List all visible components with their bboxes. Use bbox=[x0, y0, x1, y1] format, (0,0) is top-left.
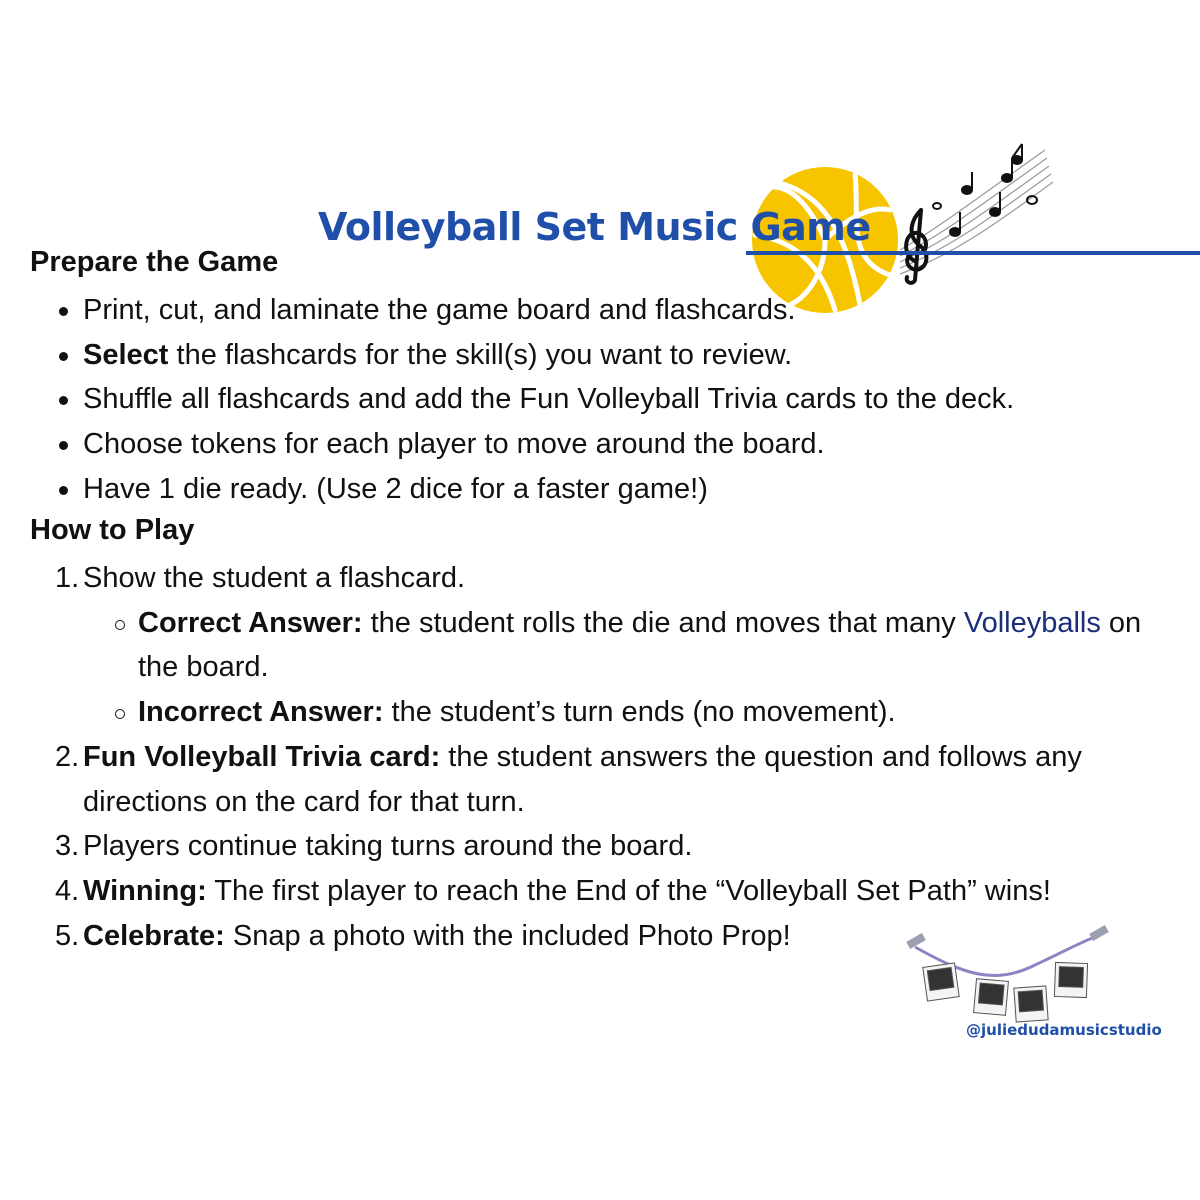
list-item: Choose tokens for each player to move around the board. bbox=[55, 422, 1175, 467]
prepare-list bbox=[55, 288, 1175, 512]
step-item: 5. Celebrate: Snap a photo with the included Photo Prop! bbox=[55, 919, 791, 952]
sub-item: Correct Answer: the student rolls the die and moves that many Volleyballs on the board. bbox=[83, 601, 1170, 690]
title-underline bbox=[746, 251, 1200, 255]
list-item: Shuffle all flashcards and add the Fun Volleyball Trivia cards to the deck. bbox=[55, 377, 1175, 422]
title-text: Volleyball Set Music Game bbox=[318, 205, 871, 249]
list-item: Print, cut, and laminate the game board and flashcards. bbox=[55, 288, 1175, 333]
play-steps bbox=[30, 556, 1170, 958]
step-item: 4. Winning: The first player to reach the End of the “Volleyball Set Path” wins! bbox=[55, 874, 1051, 907]
sub-item: Incorrect Answer: the student’s turn ends (no movement). bbox=[83, 690, 1170, 735]
step-sublist bbox=[83, 601, 1170, 735]
step-item: 1. Show the student a flashcard. Correct Answer: the student rolls the die and moves that many Volleyballs on the board. Incorrect Answer: the student’s turn ends (no movement). bbox=[30, 556, 1170, 735]
step-item: 3. Players continue taking turns around the board. bbox=[55, 830, 693, 863]
step-item: 2. Fun Volleyball Trivia card: the student answers the question and follows any directions on the card for that turn. bbox=[55, 740, 1082, 818]
treble-clef-icon bbox=[893, 205, 943, 285]
page-title bbox=[318, 205, 871, 249]
list-item: Have 1 die ready. (Use 2 dice for a faster game!) bbox=[55, 467, 1175, 512]
play-heading: How to Play bbox=[30, 514, 195, 546]
photo-garland-icon bbox=[905, 925, 1115, 1025]
volleyballs-link[interactable]: Volleyballs bbox=[963, 606, 1101, 639]
studio-handle: @juliedudamusicstudio bbox=[966, 1021, 1162, 1039]
list-item: Select the flashcards for the skill(s) you want to review. bbox=[55, 333, 1175, 378]
prepare-heading: Prepare the Game bbox=[30, 246, 279, 278]
